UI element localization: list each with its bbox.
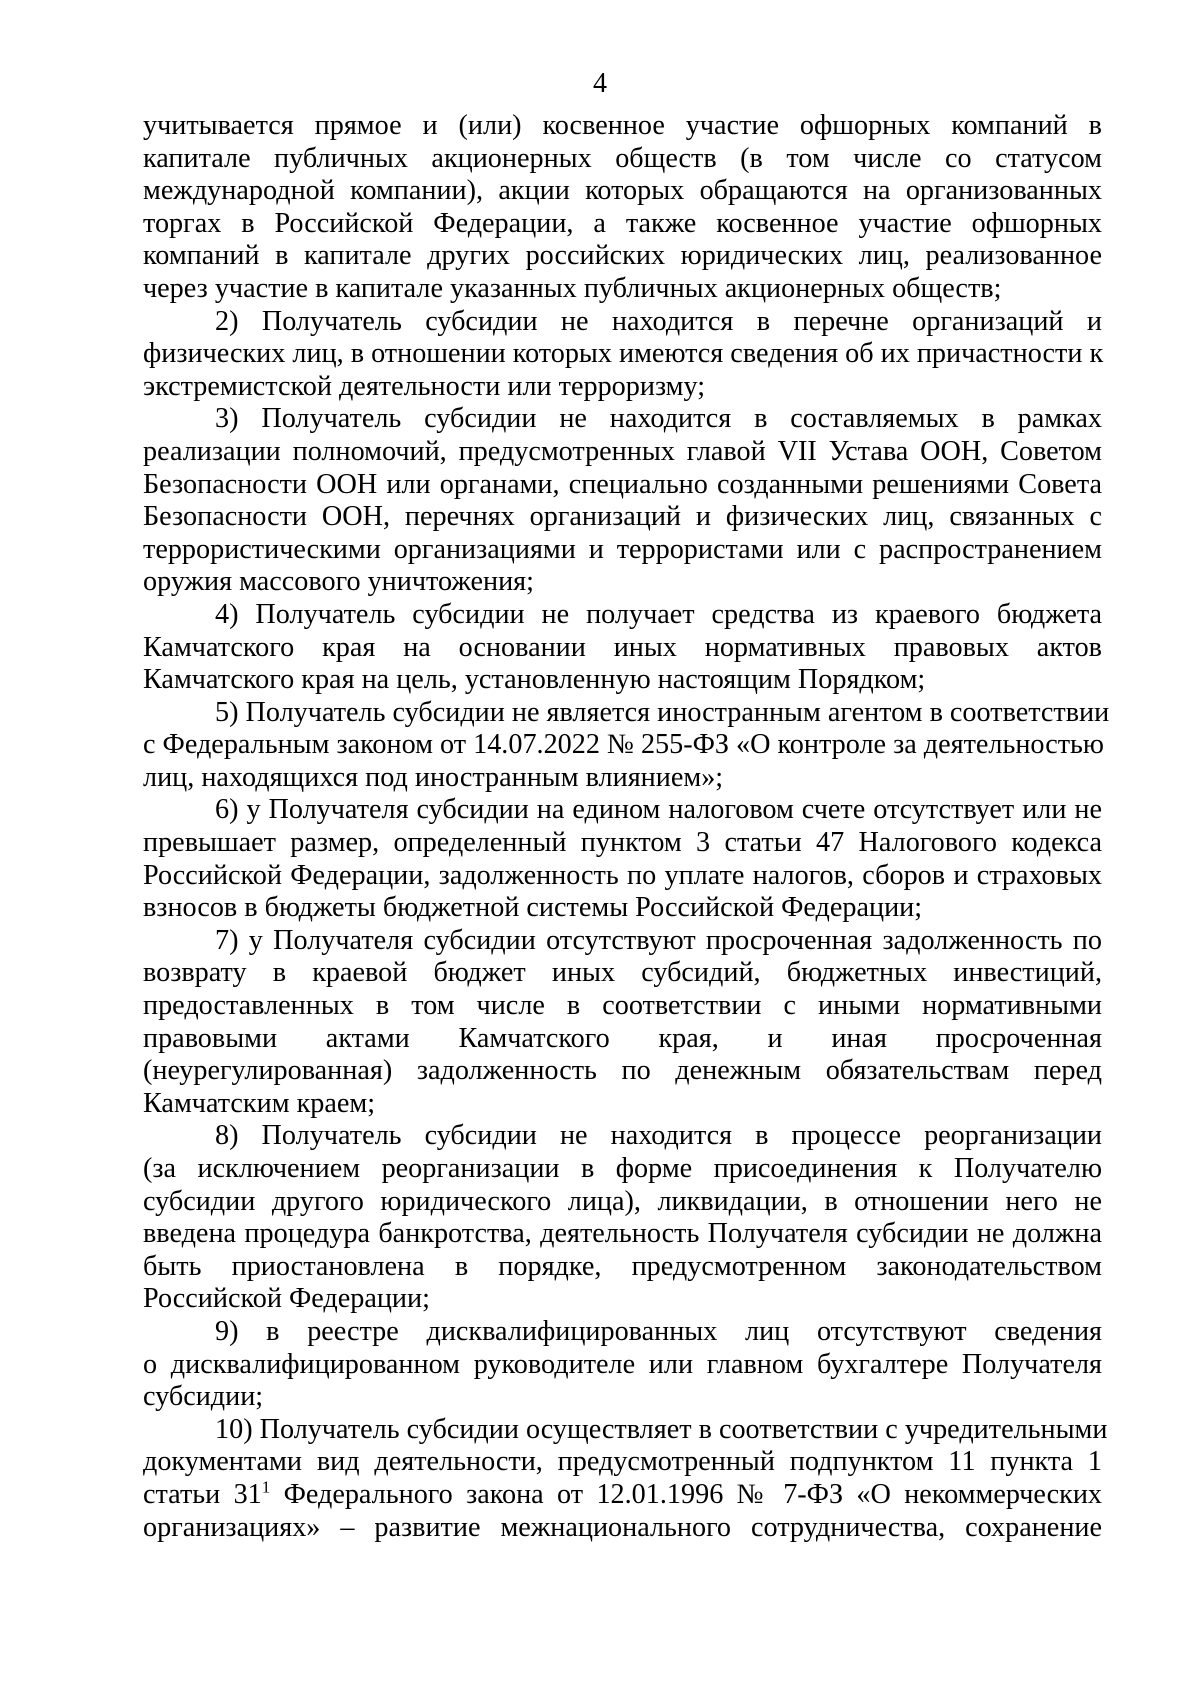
text-line: 7) у Получателя субсидии отсутствуют просроченная задолженность по [215,924,1102,956]
text-line: Камчатского края на цель, установленную настоящим Порядком; [143,664,926,696]
text-line: субсидии; [143,1381,264,1413]
paragraph-item-5 [143,696,1110,795]
text-line: 9) в реестре дисквалифицированных лиц отсутствуют сведения [215,1315,1102,1347]
text-line: предоставленных в том числе в соответствии с иными нормативными [143,990,1102,1022]
text-line: 6) у Получателя субсидии на едином налоговом счете отсутствует или не [215,794,1102,826]
text-line: взносов в бюджеты бюджетной системы Российской Федерации; [143,892,923,924]
text-line: лиц, находящихся под иностранным влиянием»; [143,761,724,793]
text-line: физических лиц, в отношении которых имеются сведения об их причастности к [143,338,1104,370]
text-line: с Федеральным законом от 14.07.2022 № 255-ФЗ «О контроле за деятельностью [143,729,1104,761]
paragraph-item-6 [143,794,1102,924]
paragraph-item-9 [143,1316,1102,1414]
text-line: через участие в капитале указанных публичных акционерных обществ; [143,272,1002,304]
text-line: 2) Получатель субсидии не находится в перечне организаций и [215,305,1102,337]
text-line: экстремистской деятельности или терроризму; [143,370,706,402]
text-line: организациях» – развитие межнационального сотрудничества, сохранение [143,1511,1102,1543]
text-line: 10) Получатель субсидии осуществляет в соответствии с учредительными [215,1413,1108,1445]
paragraph-item-2 [143,306,1102,404]
text-line: 3) Получатель субсидии не находится в составляемых в рамках [215,403,1102,435]
text-line: Безопасности ООН или органами, специально созданными решениями Совета [143,468,1102,500]
text-line: субсидии другого юридического лица), ликвидации, в отношении него не [143,1185,1102,1217]
text-line: введена процедура банкротства, деятельность Получателя субсидии не должна [143,1218,1102,1250]
text-line-with-superscript [143,1479,1102,1512]
page-number: 4 [593,68,607,99]
text-line: реализации полномочий, предусмотренных главой VII Устава ООН, Советом [143,435,1102,467]
text-line: правовыми актами Камчатского края, и иная просроченная [143,1022,1102,1054]
text-line: капитале публичных акционерных обществ (в том числе со статусом [143,142,1102,174]
paragraph-item-3 [143,403,1102,599]
text-line: (неурегулированная) задолженность по денежным обязательствам перед [143,1055,1102,1087]
text-line: 8) Получатель субсидии не находится в процессе реорганизации [215,1120,1102,1152]
text-line: торгах в Российской Федерации, а также косвенное участие офшорных [143,207,1102,239]
superscript: 1 [261,1477,271,1497]
text-line: быть приостановлена в порядке, предусмотренном законодательством [143,1250,1102,1282]
text-line: 4) Получатель субсидии не получает средства из краевого бюджета [215,598,1102,630]
paragraph-item-7 [143,925,1102,1121]
text-line: Российской Федерации, задолженность по уплате налогов, сборов и страховых [143,859,1102,891]
paragraph-item-8 [143,1120,1102,1316]
text-line: превышает размер, определенный пунктом 3 статьи 47 Налогового кодекса [143,827,1102,859]
text-line: документами вид деятельности, предусмотренный подпунктом 11 пункта 1 [143,1446,1102,1478]
paragraph-1 [143,110,1102,306]
text-line: Российской Федерации; [143,1283,430,1315]
text-line: о дисквалифицированном руководителе или главном бухгалтере Получателя [143,1348,1102,1380]
text-line: Безопасности ООН, перечнях организаций и физических лиц, связанных с [143,501,1102,533]
text-line: учитывается прямое и (или) косвенное участие офшорных компаний в [143,110,1102,141]
text-line: компаний в капитале других российских юридических лиц, реализованное [143,240,1102,272]
text-line: оружия массового уничтожения; [143,566,534,598]
text-line: террористическими организациями и террористами или с распространением [143,533,1102,565]
text-line: международной компании), акции которых обращаются на организованных [143,175,1102,207]
paragraph-item-4 [143,599,1102,697]
text-fragment: статьи 31 [143,1478,262,1510]
text-line: Камчатского края на основании иных нормативных правовых актов [143,631,1102,663]
text-line: (за исключением реорганизации в форме присоединения к Получателю [143,1153,1102,1184]
text-line: Камчатским краем; [143,1087,376,1119]
text-line: возврату в краевой бюджет иных субсидий, бюджетных инвестиций, [143,957,1102,989]
text-line: 5) Получатель субсидии не является иностранным агентом в соответствии [215,696,1110,728]
document-body [143,110,1110,1544]
paragraph-item-10 [143,1413,1108,1544]
text-fragment: Федерального закона от 12.01.1996 № 7-ФЗ «О некоммерческих [270,1478,1102,1510]
